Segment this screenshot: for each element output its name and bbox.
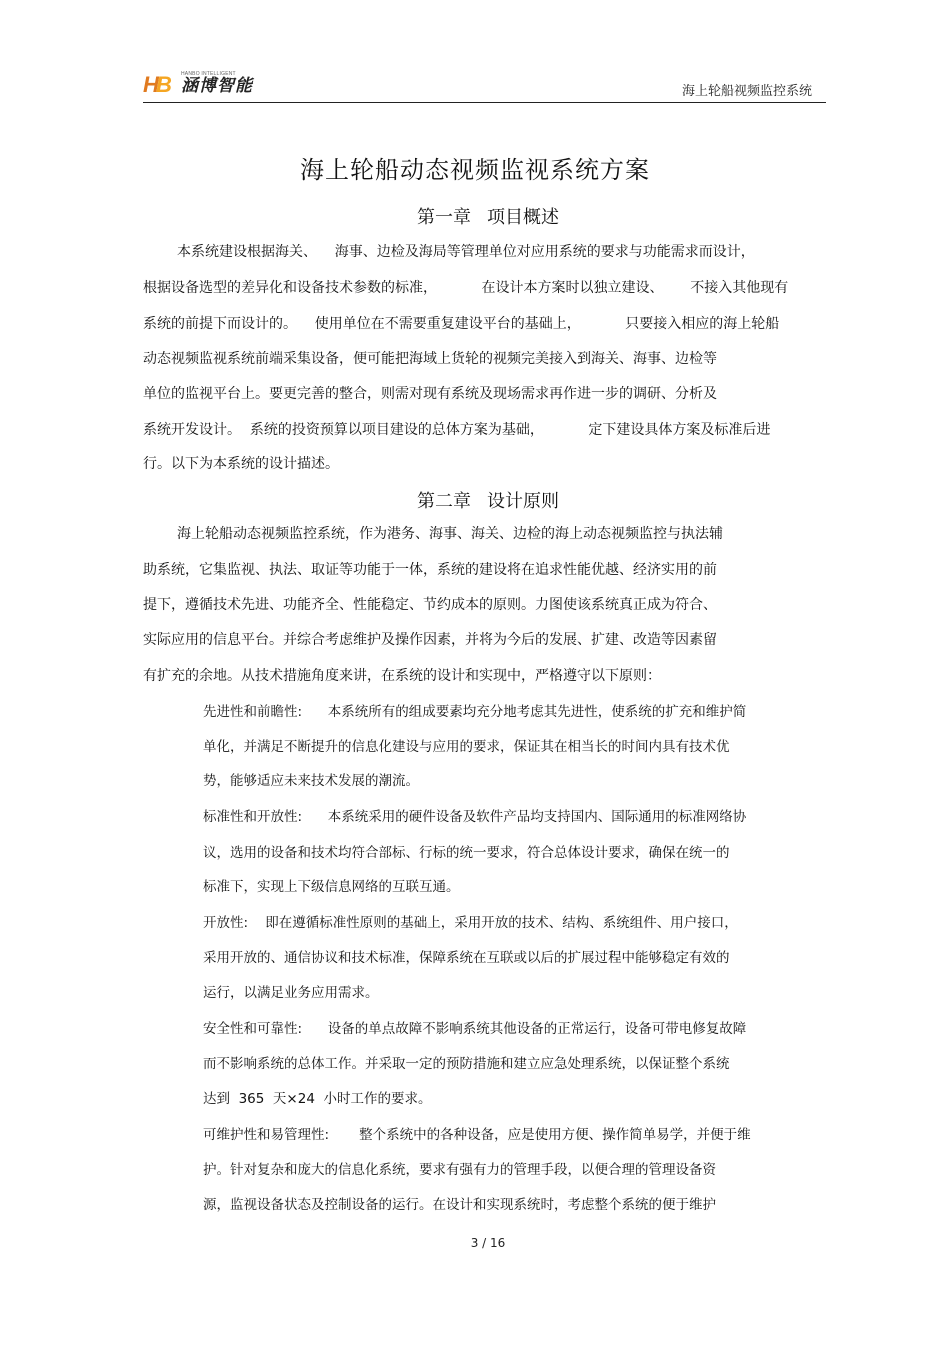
logo-name: 涵博智能 xyxy=(181,75,253,96)
logo-subtitle: HANBO INTELLIGENT xyxy=(181,70,236,77)
paragraph-line: 根据设备选型的差异化和设备技术参数的标准， 在设计本方案时以独立建设、 不接入其他现有 xyxy=(143,280,789,296)
principle-line: 安全性和可靠性: 设备的单点故障不影响系统其他设备的正常运行，设备可带电修复故障 xyxy=(203,1021,747,1037)
principle-line: 达到 365 天×24 小时工作的要求。 xyxy=(203,1091,432,1107)
document-title: 海上轮船动态视频监视系统方案 xyxy=(300,156,650,184)
principle-line: 开放性: 即在遵循标准性原则的基础上，采用开放的技术、结构、系统组件、用户接口， xyxy=(203,915,738,931)
paragraph-line: 动态视频监视系统前端采集设备，便可能把海域上货轮的视频完美接入到海关、海事、边检等 xyxy=(143,351,717,367)
principle-line: 可维护性和易管理性: 整个系统中的各种设备，应是使用方便、操作简单易学，并便于维 xyxy=(203,1127,751,1143)
principle-line: 而不影响系统的总体工作。并采取一定的预防措施和建立应急处理系统，以保证整个系统 xyxy=(203,1056,730,1072)
chapter-1-heading xyxy=(0,203,950,229)
chapter-2-number: 第二章 xyxy=(417,491,471,512)
paragraph-line: 单位的监视平台上。要更完善的整合，则需对现有系统及现场需求再作进一步的调研、分析及 xyxy=(143,386,717,402)
page-number: 3 / 16 xyxy=(470,1236,506,1250)
principle-line: 势，能够适应未来技术发展的潮流。 xyxy=(203,773,419,789)
principle-line: 源，监视设备状态及控制设备的运行。在设计和实现系统时，考虑整个系统的便于维护 xyxy=(203,1197,716,1213)
paragraph-line: 提下，遵循技术先进、功能齐全、性能稳定、节约成本的原则。力图使该系统真正成为符合、 xyxy=(143,597,717,613)
chapter-1-name: 项目概述 xyxy=(487,207,559,228)
paragraph-line: 有扩充的余地。从技术措施角度来讲，在系统的设计和实现中，严格遵守以下原则： xyxy=(143,668,661,684)
principle-line: 单化，并满足不断提升的信息化建设与应用的要求，保证其在相当长的时间内具有技术优 xyxy=(203,739,730,755)
principle-line: 护。针对复杂和庞大的信息化系统，要求有强有力的管理手段，以便合理的管理设备资 xyxy=(203,1162,716,1178)
chapter-2-name: 设计原则 xyxy=(487,491,559,512)
paragraph-line: 行。以下为本系统的设计描述。 xyxy=(143,456,339,472)
paragraph-line: 助系统，它集监视、执法、取证等功能于一体，系统的建设将在追求性能优越、经济实用的前 xyxy=(143,562,717,578)
paragraph-line: 本系统建设根据海关、 海事、边检及海局等管理单位对应用系统的要求与功能需求而设计， xyxy=(177,244,755,260)
principle-line: 议，选用的设备和技术均符合部标、行标的统一要求，符合总体设计要求，确保在统一的 xyxy=(203,845,730,861)
paragraph-line: 实际应用的信息平台。并综合考虑维护及操作因素，并将为今后的发展、扩建、改造等因素留 xyxy=(143,632,717,648)
company-logo xyxy=(143,68,253,98)
header-title: 海上轮船视频监控系统 xyxy=(681,84,812,99)
principle-line: 运行，以满足业务应用需求。 xyxy=(203,985,379,1001)
hb-logo-icon: H B xyxy=(143,72,172,97)
chapter-1-number: 第一章 xyxy=(417,207,471,228)
paragraph-line: 海上轮船动态视频监控系统，作为港务、海事、海关、边检的海上动态视频监控与执法辅 xyxy=(177,526,723,542)
chapter-2-heading xyxy=(0,487,950,513)
principle-line: 采用开放的、通信协议和技术标准，保障系统在互联或以后的扩展过程中能够稳定有效的 xyxy=(203,950,730,966)
page-header xyxy=(143,66,826,103)
principle-line: 标准性和开放性: 本系统采用的硬件设备及软件产品均支持国内、国际通用的标准网络协 xyxy=(203,809,747,825)
principle-line: 先进性和前瞻性: 本系统所有的组成要素均充分地考虑其先进性，使系统的扩充和维护简 xyxy=(203,704,747,720)
principle-line: 标准下，实现上下级信息网络的互联互通。 xyxy=(203,879,460,895)
paragraph-line: 系统的前提下而设计的。 使用单位在不需要重复建设平台的基础上， 只要接入相应的海上轮船 xyxy=(143,316,780,332)
paragraph-line: 系统开发设计。 系统的投资预算以项目建设的总体方案为基础， 定下建设具体方案及标准后进 xyxy=(143,422,771,438)
